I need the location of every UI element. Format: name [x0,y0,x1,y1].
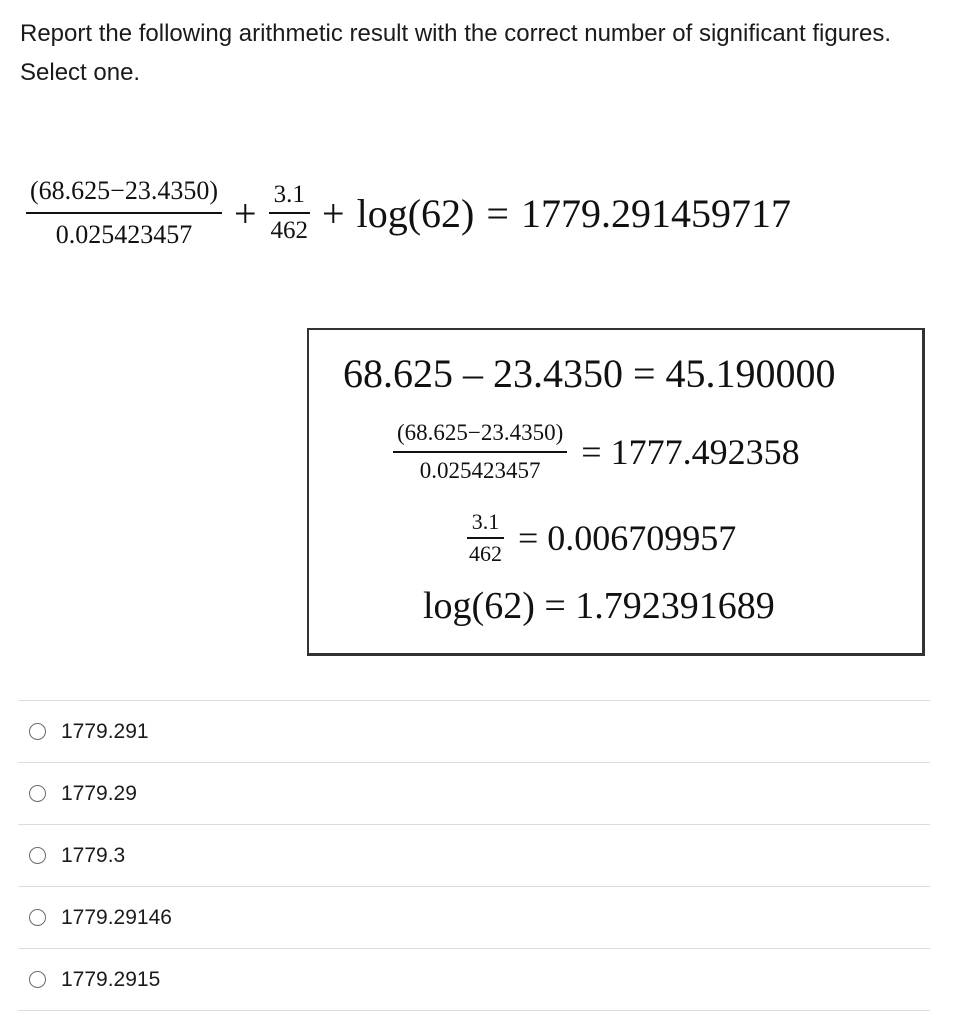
work-line-log: log(62) = 1.792391689 [423,585,775,627]
plus-sign: + [322,190,345,236]
work-line-division-result: = 1777.492358 [581,432,800,472]
answer-options [18,700,930,1011]
answer-option[interactable] [18,887,930,949]
answer-option-label[interactable]: 1779.291 [61,719,149,743]
answer-option-label[interactable]: 1779.29146 [61,905,172,929]
work-box [307,328,925,656]
work-line-division [393,418,800,486]
equation-result: 1779.291459717 [520,190,791,236]
radio-button[interactable] [29,723,46,740]
fraction-numerator: (68.625−23.4350) [30,176,218,205]
radio-button[interactable] [29,847,46,864]
log-term: log(62) [356,190,475,236]
fraction-numerator: (68.625−23.4350) [397,420,564,445]
equation-fraction-2 [269,179,311,247]
work-fraction [393,418,567,486]
fraction-denominator: 0.025423457 [419,458,541,483]
equals-sign: = [486,190,509,236]
fraction-denominator: 462 [270,217,309,244]
work-line-subtraction: 68.625 – 23.4350 = 45.190000 [343,351,836,396]
fraction-denominator: 462 [469,541,502,566]
fraction-denominator: 0.025423457 [55,220,193,249]
answer-option[interactable] [18,949,930,1011]
radio-button[interactable] [29,971,46,988]
work-line-fraction [467,508,736,568]
main-equation [26,168,791,258]
answer-option-label[interactable]: 1779.2915 [61,967,161,991]
fraction-numerator: 3.1 [471,509,500,534]
answer-option[interactable] [18,825,930,887]
plus-sign: + [233,190,257,236]
work-line-fraction-result: = 0.006709957 [518,518,737,558]
question-prompt: Report the following arithmetic result with the correct number of significant figures. Select one. [20,20,892,86]
answer-option-label[interactable]: 1779.29 [61,781,137,805]
fraction-numerator: 3.1 [273,181,305,208]
answer-option-label[interactable]: 1779.3 [61,843,126,867]
radio-button[interactable] [29,785,46,802]
work-fraction [467,508,504,568]
equation-fraction-1 [26,174,222,252]
radio-button[interactable] [29,909,46,926]
answer-option[interactable] [18,763,930,825]
answer-option[interactable] [18,701,930,763]
